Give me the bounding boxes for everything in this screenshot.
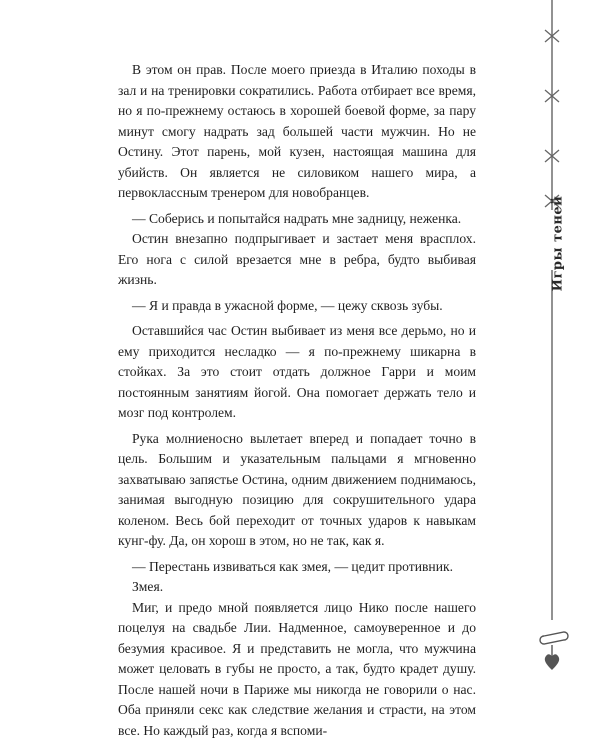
- paragraph: Змея.: [132, 579, 164, 594]
- paragraph: — Перестань извиваться как змея, — цедит противник.: [132, 558, 453, 574]
- paragraph: — Соберись и попытайся надрать мне задницу, неженка.: [132, 210, 462, 226]
- barbed-wire-decoration: [534, 0, 570, 750]
- paragraph: Миг, и предо мной появляется лицо Нико после нашего поцелуя на свадьбе Лии. Надменное, самоуверенное и до безумия красивое. Я и представить не могла, что мужчина может целовать в губы не просто, а так, будто крадет душу. После нашей ночи в Париже мы никогда не говорили о нас. Оба приняли секс как следствие желания и страсти, на этом все. Но каждый раз, когда я вспоми-: [118, 599, 476, 738]
- paragraph: Оставшийся час Остин выбивает из меня все дерьмо, но и ему приходится несладко — я по-прежнему шикарна в стойках. За это стоит отдать должное Гарри и моим постоянным занятиям йогой. Она помогает держать тело и мозг под контролем.: [118, 323, 476, 420]
- body-text: [118, 60, 476, 746]
- paragraph: — Я и правда в ужасной форме, — цежу сквозь зубы.: [132, 297, 443, 313]
- paragraph: В этом он прав. После моего приезда в Италию походы в зал и на тренировки сократились. Работа отбирает все время, но я по-прежнему остаюсь в хорошей боевой форме, за пару минут смогу надрать зад большей части мужчин. Но не Остину. Этот парень, мой кузен, настоящая машина для убийств. Он является не силовиком нашего мира, а первоклассным тренером для новобранцев.: [118, 62, 476, 200]
- running-header: Игры теней: [550, 195, 566, 292]
- paragraph: Рука молниеносно вылетает вперед и попадает точно в цель. Большим и указательным пальцами я мгновенно захватываю запястье Остина, одним движением поднимаюсь, занимая выгодную позицию для сокрушительного удара коленом. Весь бой переходит от точных ударов к навыкам кунг-фу. Да, он хорош в этом, но не так, как я.: [118, 430, 476, 548]
- safety-pin-icon: [540, 632, 568, 657]
- paragraph: Остин внезапно подпрыгивает и застает меня врасплох. Его нога с силой врезается мне в ребра, будто выбивая жизнь.: [118, 231, 476, 287]
